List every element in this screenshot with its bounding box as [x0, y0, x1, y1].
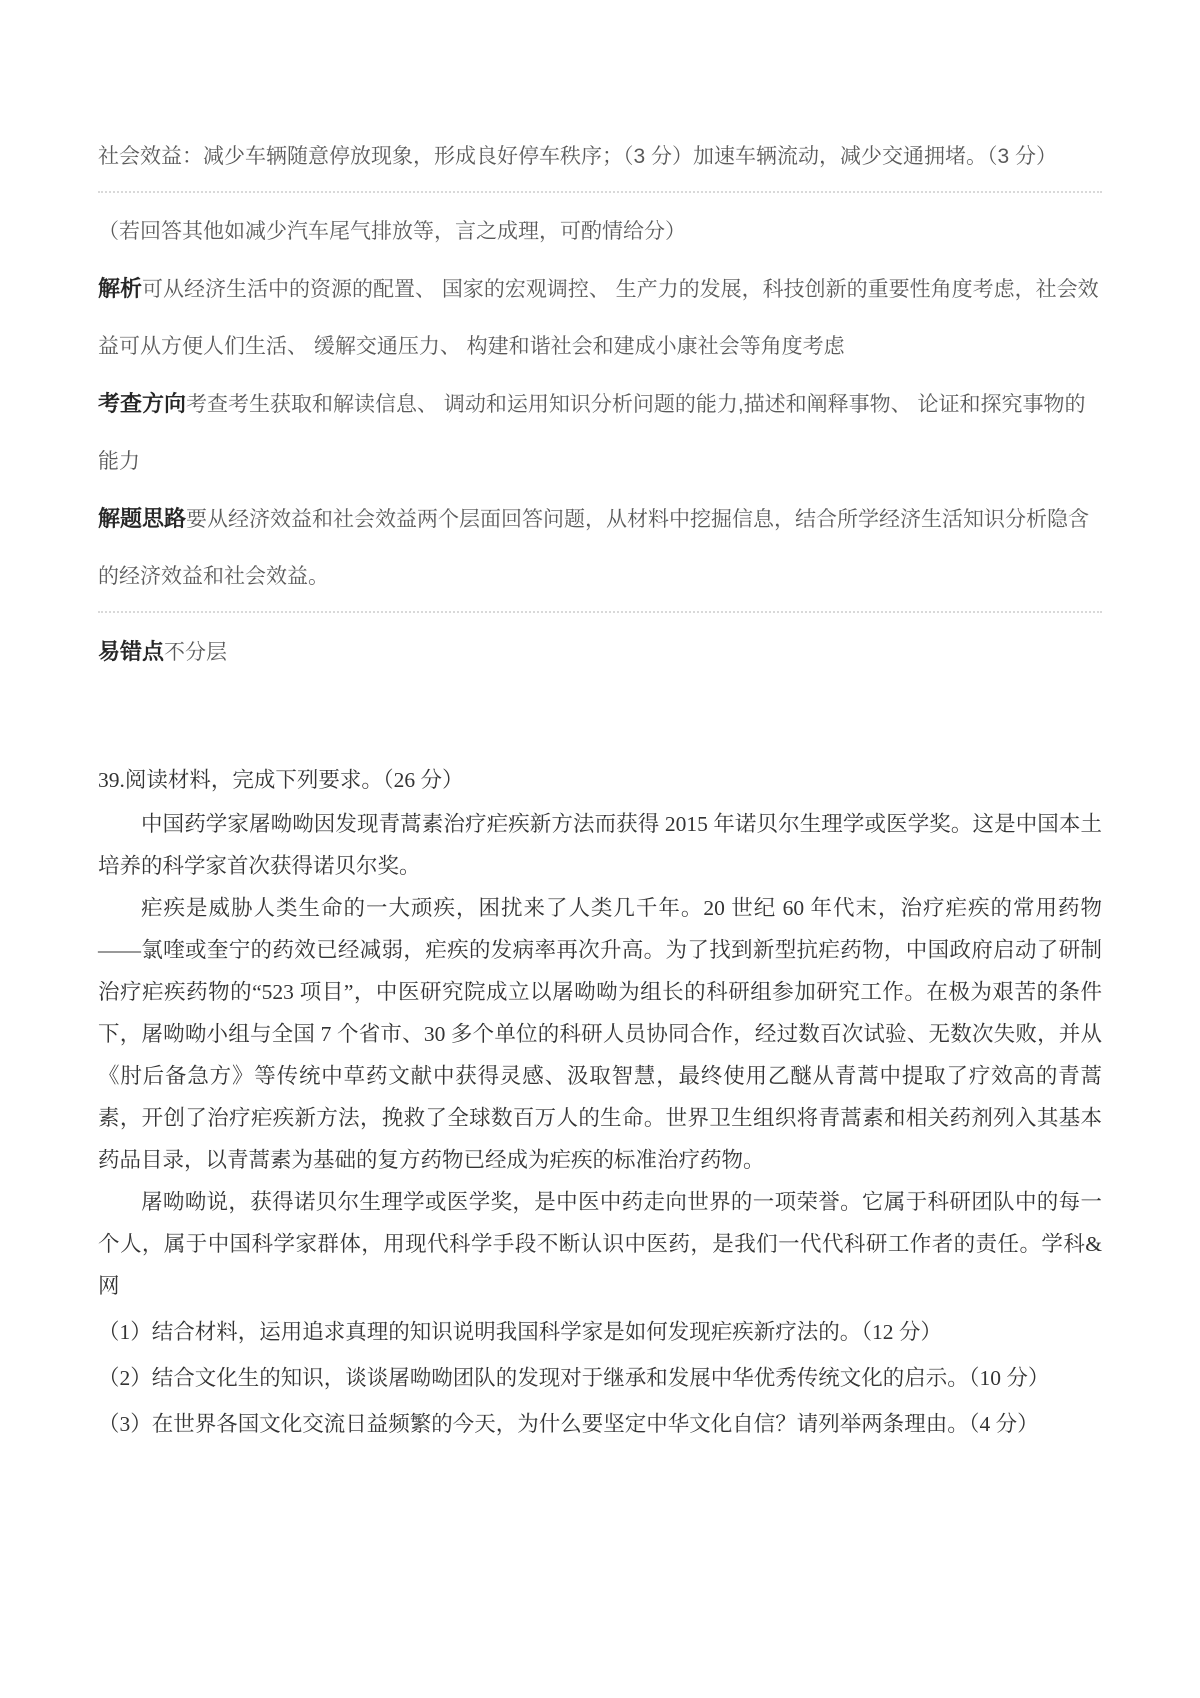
analysis-text: 可从经济生活中的资源的配置、 国家的宏观调控、 生产力的发展，科技创新的重要性角度考虑，社会效益可从方便人们生活、 缓解交通压力、 构建和谐社会和建成小康社会等角度考虑 [98, 278, 1099, 358]
exam-direction-block [98, 375, 1102, 490]
dotted-separator [98, 191, 1102, 193]
exam-direction-label: 考查方向 [98, 391, 187, 416]
exam-direction-text: 考查考生获取和解读信息、 调动和运用知识分析问题的能力,描述和阐释事物、 论证和探究事物的能力 [98, 393, 1086, 473]
analysis-label: 解析 [98, 276, 143, 301]
grading-note-line: （若回答其他如减少汽车尾气排放等，言之成理，可酌情给分） [98, 220, 686, 243]
social-benefit-answer-line: 社会效益：减少车辆随意停放现象，形成良好停车秩序；（3 分）加速车辆流动，减少交通拥堵。（3 分） [98, 145, 1058, 168]
sub-question-2: （2）结合文化生的知识，谈谈屠呦呦团队的发现对于继承和发展中华优秀传统文化的启示。（10 分） [98, 1366, 1050, 1390]
error-prone-block [98, 623, 1102, 681]
error-prone-text: 不分层 [164, 641, 228, 664]
sub-question-1: （1）结合材料，运用追求真理的知识说明我国科学家是如何发现疟疾新疗法的。（12 分） [98, 1320, 942, 1344]
question-39-heading: 39.阅读材料，完成下列要求。（26 分） [98, 768, 464, 792]
dotted-separator [98, 611, 1102, 613]
material-paragraph: 疟疾是威胁人类生命的一大顽疾，困扰来了人类几千年。20 世纪 60 年代末，治疗疟疾的常用药物——氯喹或奎宁的药效已经减弱，疟疾的发病率再次升高。为了找到新型抗疟药物，中国政府启动了研制治疗疟疾药物的“523 项目”，中医研究院成立以屠呦呦为组长的科研组参加研究工作。在极为艰苦的条件下，屠呦呦小组与全国 7 个省市、30 多个单位的科研人员协同合作，经过数百次试验、无数次失败，并从《肘后备急方》等传统中草药文献中获得灵感、汲取智慧，最终使用乙醚从青蒿中提取了疗效高的青蒿素，开创了治疗疟疾新方法，挽救了全球数百万人的生命。世界卫生组织将青蒿素和相关药剂列入其基本药品目录，以青蒿素为基础的复方药物已经成为疟疾的标准治疗药物。 [98, 896, 1102, 1172]
analysis-block [98, 260, 1102, 375]
error-prone-label: 易错点 [98, 639, 165, 664]
material-paragraph: 中国药学家屠呦呦因发现青蒿素治疗疟疾新方法而获得 2015 年诺贝尔生理学或医学奖。这是中国本土培养的科学家首次获得诺贝尔奖。 [98, 812, 1102, 878]
answer-section [98, 128, 1102, 681]
solution-idea-block [98, 490, 1102, 605]
material-paragraph: 屠呦呦说，获得诺贝尔生理学或医学奖，是中医中药走向世界的一项荣誉。它属于科研团队中的每一个人，属于中国科学家群体，用现代科学手段不断认识中医药，是我们一代代科研工作者的责任。学科&网 [98, 1190, 1102, 1298]
sub-question-3: （3）在世界各国文化交流日益频繁的今天，为什么要坚定中华文化自信？请列举两条理由。（4 分） [98, 1412, 1039, 1436]
solution-idea-label: 解题思路 [98, 506, 187, 531]
solution-idea-text: 要从经济效益和社会效益两个层面回答问题，从材料中挖掘信息，结合所学经济生活知识分析隐含的经济效益和社会效益。 [98, 508, 1090, 588]
question-39-section [98, 759, 1102, 1445]
